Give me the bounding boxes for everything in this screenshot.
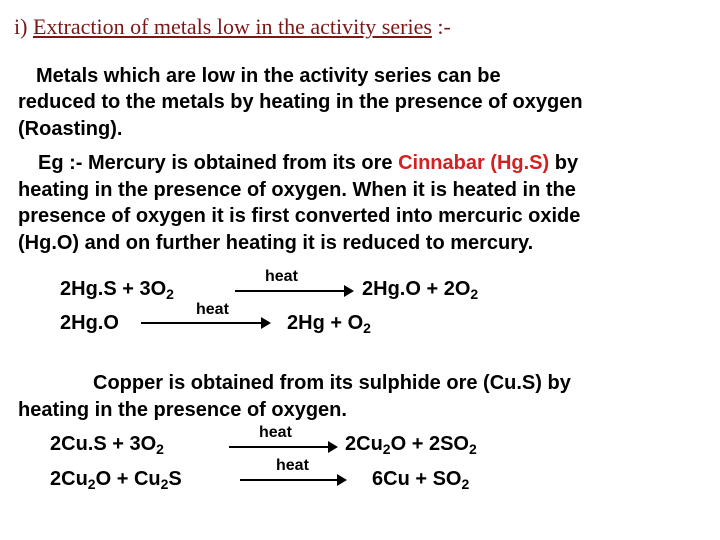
- eq3-arrow: [229, 446, 336, 448]
- para2-line2: heating in the presence of oxygen. When it is heated in the: [18, 179, 576, 201]
- eq1-products: $2Hg.O + 2O_2$: [362, 278, 479, 302]
- para2-line3: presence of oxygen it is first converted into mercuric oxide: [18, 205, 581, 227]
- eq3-products: $2Cu_2O + 2SO_2$: [345, 433, 477, 457]
- eq4-products: $6Cu + SO_2$: [372, 468, 470, 492]
- eq1-arrow: [235, 290, 352, 292]
- para3-line2: heating in the presence of oxygen.: [18, 399, 347, 421]
- para2-line4: (Hg.O) and on further heating it is reduced to mercury.: [18, 232, 534, 254]
- eq2-heat-label: heat: [196, 301, 229, 318]
- eq1-reactants: $2Hg.S + 3O_2$: [60, 278, 174, 302]
- eq2-arrow: [141, 322, 269, 324]
- eq3-heat-label: heat: [259, 424, 292, 441]
- para1-line1: Metals which are low in the activity series can be: [36, 65, 501, 87]
- title-main: Extraction of metals low in the activity series: [32, 14, 432, 39]
- para1-line2: reduced to the metals by heating in the presence of oxygen: [18, 91, 583, 113]
- para3-line1: Copper is obtained from its sulphide ore (Cu.S) by: [93, 372, 571, 394]
- para2-line1: Eg :- Mercury is obtained from its ore Cinnabar (Hg.S) by: [38, 152, 579, 174]
- eq2-reactant: 2Hg.O: [60, 312, 119, 334]
- eq2-products: $2Hg + O_2$: [287, 312, 371, 336]
- slide-title: i) Extraction of metals low in the activity series :-: [14, 14, 451, 39]
- eq1-heat-label: heat: [265, 268, 298, 285]
- eq4-arrow: [240, 479, 345, 481]
- eq4-reactants: $2Cu_2O + Cu_2S$: [50, 468, 182, 492]
- para1-line3: (Roasting).: [18, 118, 123, 140]
- cinnabar-highlight: Cinnabar (Hg.S): [398, 152, 550, 174]
- eq3-reactants: $2Cu.S + 3O_2$: [50, 433, 164, 457]
- eq4-heat-label: heat: [276, 457, 309, 474]
